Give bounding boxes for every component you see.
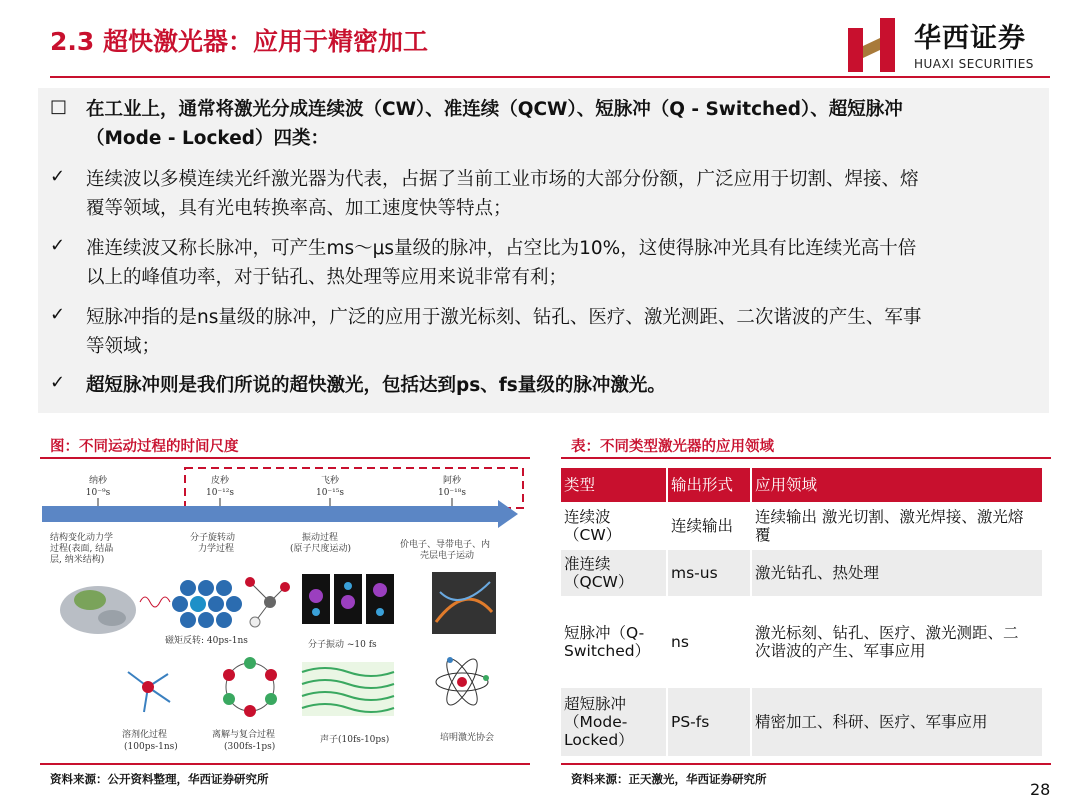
header-output: 输出形式: [667, 468, 751, 502]
time-scale-figure: [40, 462, 530, 757]
check-icon: ✓: [50, 166, 66, 187]
point-qcw-line-1: 准连续波又称长脉冲，可产生ms～μs量级的脉冲，占空比为10%，这使得脉冲光具有比连续光高十倍: [86, 238, 917, 259]
point-cw-line-2: 覆等领域，具有光电转换率高、加工速度快等特点；: [86, 198, 512, 219]
table-header-row: [561, 468, 1042, 502]
protein-structure-image: [60, 586, 136, 634]
row-output: ns: [667, 596, 751, 688]
process-vibration-2: (原子尺度运动): [290, 544, 352, 554]
label-magnetic: 磁矩反转: 40ps-1ns: [165, 636, 248, 646]
table-caption: 表：不同类型激光器的应用领域: [571, 439, 774, 455]
figure-caption: 图：不同运动过程的时间尺度: [50, 439, 239, 455]
row-output: PS-fs: [667, 688, 751, 756]
process-vibration: 振动过程: [302, 533, 339, 543]
vibration-panels-image: [302, 574, 394, 624]
row-app-line: 激光钻孔、热处理: [755, 564, 880, 582]
row-application: [751, 596, 1042, 688]
scale-unit-as: 10⁻¹⁸s: [437, 488, 467, 498]
figure-bottom-rule: [40, 763, 530, 765]
row-application: [751, 688, 1042, 756]
row-type-line: Locked）: [564, 731, 634, 749]
process-electron: 价电子、导带电子、内: [400, 540, 491, 550]
laser-application-table: [561, 468, 1042, 756]
intro-line-2: （Mode - Locked）四类：: [86, 128, 330, 149]
row-type-line: （CW）: [564, 526, 622, 544]
check-icon: ✓: [50, 235, 66, 256]
process-rotation: 分子旋转动: [190, 533, 236, 543]
row-output: ms-us: [667, 550, 751, 596]
page-title: 2.3 超快激光器：应用于精密加工: [50, 27, 428, 56]
table-source: 资料来源：正天激光，华西证券研究所: [571, 772, 767, 786]
magnetic-spins-image: [172, 580, 242, 628]
row-output: 连续输出: [667, 502, 751, 550]
dissociation-ring-image: [223, 657, 277, 717]
header-application: 应用领域: [751, 468, 1042, 502]
row-type: [561, 502, 667, 550]
scale-unit-fs: 10⁻¹⁵s: [315, 488, 345, 498]
header-type: 类型: [561, 468, 667, 502]
company-logo: [846, 14, 1056, 76]
row-app-line: 连续输出 激光切割、激光焊接、激光熔: [755, 508, 1024, 526]
label-solvation: 溶剂化过程: [122, 730, 168, 740]
scale-label-ps: 皮秒: [210, 476, 230, 486]
table-row: [561, 550, 1042, 596]
time-arrow: [42, 500, 518, 528]
row-app-line: 激光标刻、钻孔、医疗、激光测距、二: [755, 624, 1019, 642]
scale-unit-ns: 10⁻⁹s: [85, 488, 111, 498]
process-structural-3: 层, 纳米结构): [50, 555, 105, 565]
row-app-line: 次谐波的产生、军事应用: [755, 642, 926, 660]
row-type-line: （Mode-: [564, 713, 628, 731]
row-app-line: 覆: [755, 526, 771, 544]
row-type: [561, 596, 667, 688]
row-app-line: 精密加工、科研、医疗、军事应用: [755, 713, 988, 731]
label-dissociation-time: (300fs-1ps): [224, 742, 276, 752]
row-type: [561, 550, 667, 596]
molecule-image: [245, 577, 290, 627]
row-type-line: 准连续: [564, 555, 611, 573]
row-type-line: 短脉冲（Q-: [564, 624, 645, 642]
logo-english-name: HUAXI SECURITIES: [914, 57, 1034, 71]
table-row: [561, 688, 1042, 756]
figure-source: 资料来源：公开资料整理，华西证券研究所: [50, 772, 269, 786]
page-number: 28: [1030, 780, 1051, 799]
row-type-line: 连续波: [564, 508, 611, 526]
label-solvation-time: (100ps-1ns): [124, 742, 178, 752]
point-qcw-line-2: 以上的峰值功率，对于钻孔、热处理等应用来说非常有利；: [86, 267, 568, 288]
huaxi-logo-icon: [846, 16, 898, 74]
row-application: [751, 550, 1042, 596]
row-type-line: Switched）: [564, 642, 651, 660]
row-type: [561, 688, 667, 756]
logo-chinese-name: 华西证券: [914, 23, 1026, 54]
check-icon: ✓: [50, 304, 66, 325]
scale-label-fs: 飞秒: [320, 476, 340, 486]
point-ns-line-2: 等领域；: [86, 336, 161, 357]
row-application: [751, 502, 1042, 550]
process-structural: 结构变化动力学: [50, 533, 114, 543]
figure-caption-rule: [40, 457, 530, 459]
point-cw-line-1: 连续波以多模连续光纤激光器为代表，占据了当前工业市场的大部分份额，广泛应用于切割、焊接、熔: [86, 169, 919, 190]
label-vibration: 分子振动 ~10 fs: [308, 640, 377, 650]
phonon-lattice-image: [302, 662, 394, 716]
table-bottom-rule: [561, 763, 1051, 765]
header-divider: [50, 76, 1050, 78]
process-rotation-2: 力学过程: [198, 544, 235, 554]
solvation-image: [128, 672, 170, 712]
watermark: 培明激光协会: [440, 733, 495, 743]
check-icon: ✓: [50, 372, 66, 393]
point-ultrafast-line: 超短脉冲则是我们所说的超快激光，包括达到ps、fs量级的脉冲激光。: [86, 375, 666, 396]
row-type-line: 超短脉冲: [564, 695, 627, 713]
point-ns-line-1: 短脉冲指的是ns量级的脉冲，广泛的应用于激光标刻、钻孔、医疗、激光测距、二次谐波的产生、军事: [86, 307, 922, 328]
label-phonon: 声子(10fs-10ps): [320, 735, 390, 745]
ultrafast-range-box: [185, 468, 523, 508]
table-caption-rule: [561, 457, 1051, 459]
scale-label-ns: 纳秒: [88, 476, 108, 486]
row-type-line: （QCW）: [564, 573, 634, 591]
electron-motion-image: [432, 572, 496, 634]
table-row: [561, 502, 1042, 550]
table-row: [561, 596, 1042, 688]
process-structural-2: 过程(表面, 结晶: [50, 544, 114, 554]
atom-icon: [436, 655, 489, 709]
square-bullet-icon: □: [50, 96, 68, 117]
scale-label-as: 阿秒: [442, 476, 462, 486]
intro-line-1: 在工业上，通常将激光分成连续波（CW）、准连续（QCW）、短脉冲（Q - Switched）、超短脉冲: [86, 99, 903, 120]
process-electron-2: 壳层电子运动: [420, 551, 475, 561]
scale-unit-ps: 10⁻¹²s: [205, 488, 235, 498]
label-dissociation: 离解与复合过程: [212, 730, 276, 740]
